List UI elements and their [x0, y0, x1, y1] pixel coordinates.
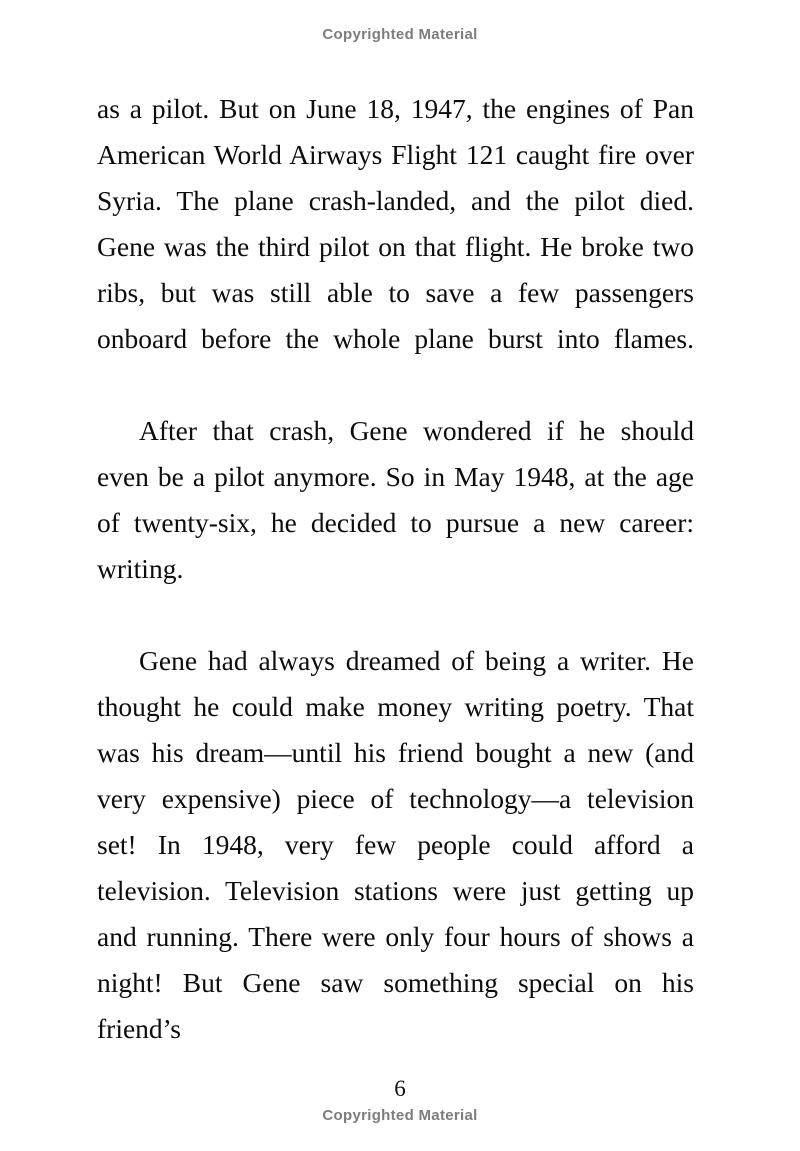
body-paragraph: After that crash, Gene wondered if he should even be a pilot anymore. So in May 1948, at the age of twenty-six, he decided to pursue a new career: writing.: [97, 415, 694, 584]
body-paragraph: Gene had always dreamed of being a writer. He thought he could make money writing poetry. That was his dream—until his friend bought a new (and very expensive) piece of technology—a television set! In 1948, very few people could afford a television. Television stations were just getting up and running. There were only four hours of shows a night! But Gene saw something special on his friend’s: [97, 645, 694, 1044]
body-paragraph: as a pilot. But on June 18, 1947, the engines of Pan American World Airways Flight 121 caught fire over Syria. The plane crash-landed, and the pilot died. Gene was the third pilot on that flight. He broke two ribs, but was still able to save a few passengers onboard before the whole plane burst into flames.: [97, 93, 694, 354]
copyright-watermark-bottom: Copyrighted Material: [322, 1107, 478, 1124]
page-body-text: [97, 86, 694, 1098]
page-number: 6: [394, 1076, 406, 1101]
copyright-watermark-top: Copyrighted Material: [322, 26, 478, 43]
